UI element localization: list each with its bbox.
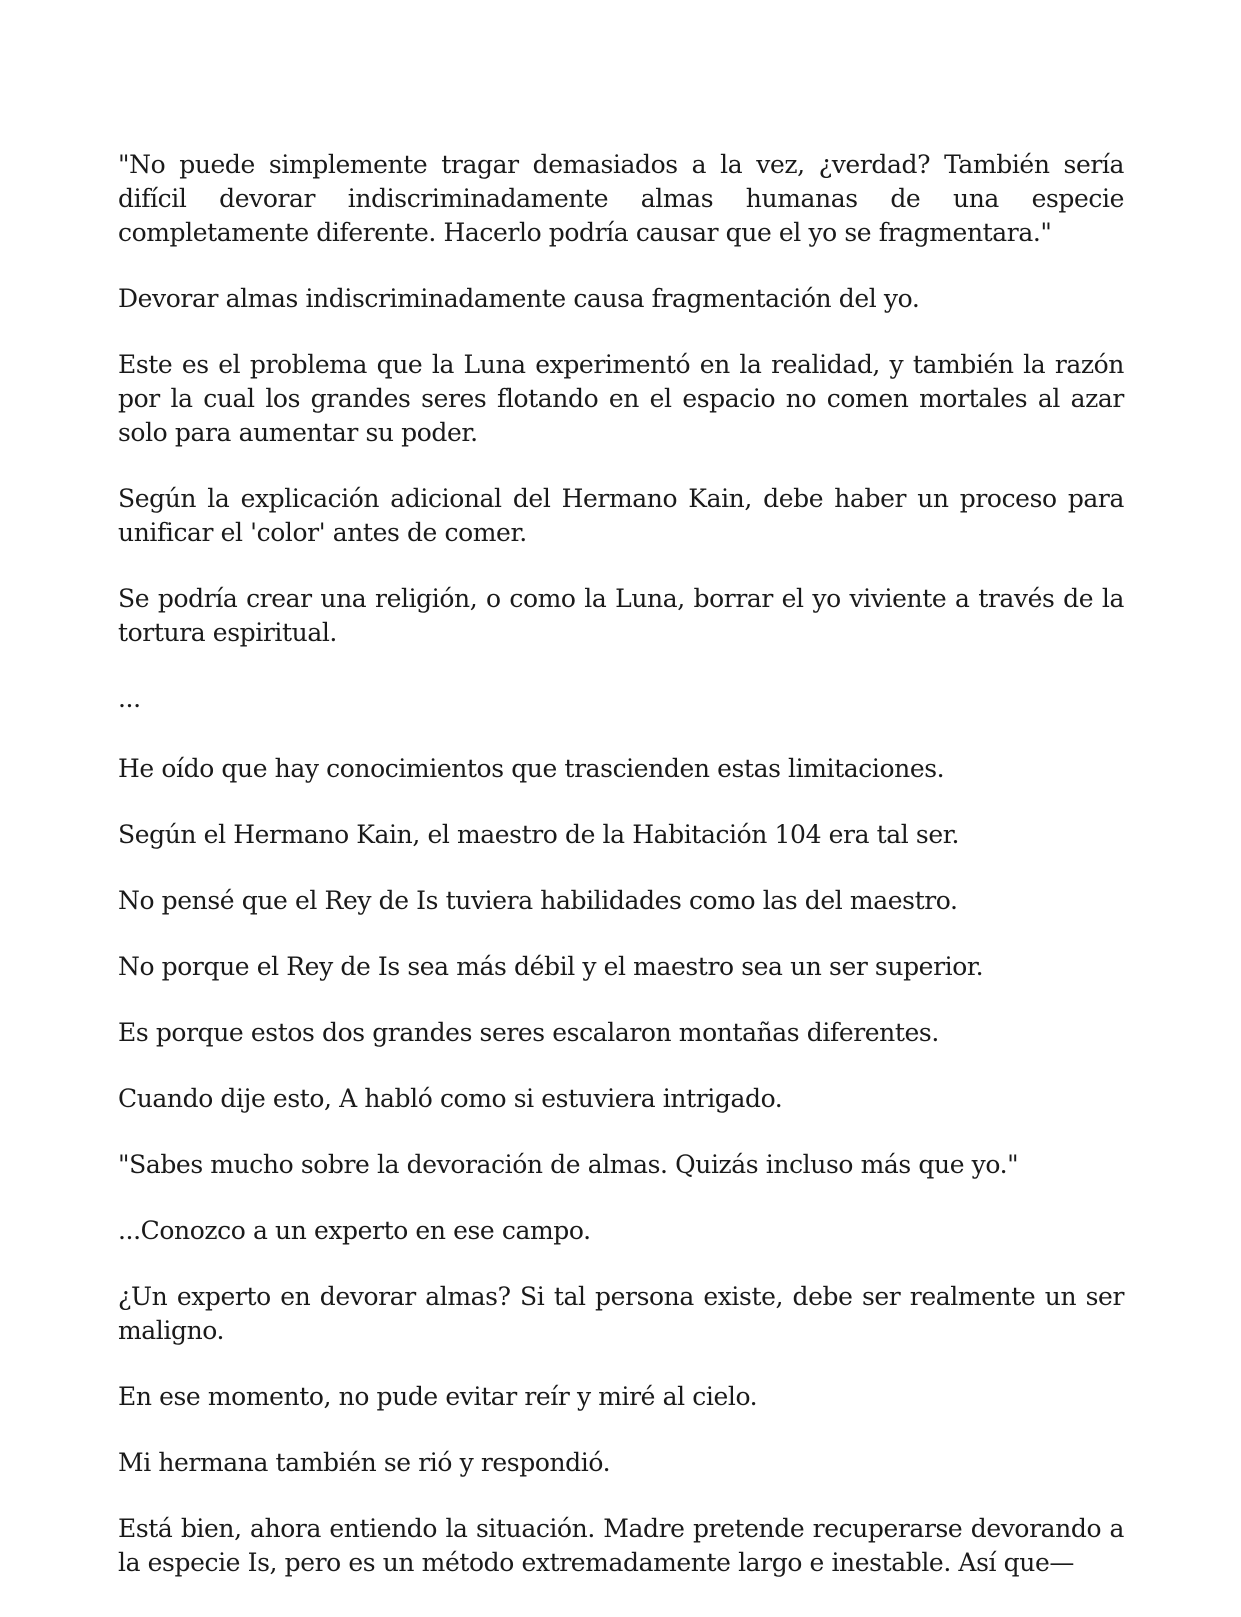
paragraph: Este es el problema que la Luna experimentó en la realidad, y también la razón por la cual los grandes seres flotando en el espacio no comen mortales al azar solo para aumentar su poder. [118, 350, 1124, 447]
paragraph: ¿Un experto en devorar almas? Si tal persona existe, debe ser realmente un ser maligno. [118, 1282, 1124, 1345]
paragraph: Devorar almas indiscriminadamente causa fragmentación del yo. [118, 284, 920, 313]
paragraph: En ese momento, no pude evitar reír y miré al cielo. [118, 1382, 758, 1411]
paragraph: "Sabes mucho sobre la devoración de almas. Quizás incluso más que yo." [118, 1150, 1019, 1179]
paragraph: Se podría crear una religión, o como la Luna, borrar el yo viviente a través de la tortura espiritual. [118, 584, 1124, 647]
paragraph: No pensé que el Rey de Is tuviera habilidades como las del maestro. [118, 886, 958, 915]
paragraph: Es porque estos dos grandes seres escalaron montañas diferentes. [118, 1018, 939, 1047]
paragraph-ellipsis: ... [118, 684, 141, 713]
paragraph: No porque el Rey de Is sea más débil y el maestro sea un ser superior. [118, 952, 984, 981]
paragraph: Mi hermana también se rió y respondió. [118, 1448, 611, 1477]
paragraph: He oído que hay conocimientos que trascienden estas limitaciones. [118, 754, 945, 783]
paragraph: ...Conozco a un experto en ese campo. [118, 1216, 591, 1245]
text-body [118, 148, 1124, 1612]
paragraph: Está bien, ahora entiendo la situación. Madre pretende recuperarse devorando a la especie Is, pero es un método extremadamente largo e inestable. Así que— [118, 1514, 1124, 1577]
paragraph: Según el Hermano Kain, el maestro de la Habitación 104 era tal ser. [118, 820, 960, 849]
paragraph: "No puede simplemente tragar demasiados a la vez, ¿verdad? También sería difícil devorar indiscriminadamente almas humanas de una especie completamente diferente. Hacerlo podría causar que el yo se fragmentara." [118, 150, 1124, 247]
paragraph: Según la explicación adicional del Hermano Kain, debe haber un proceso para unificar el 'color' antes de comer. [118, 484, 1124, 547]
paragraph: Cuando dije esto, A habló como si estuviera intrigado. [118, 1084, 783, 1113]
